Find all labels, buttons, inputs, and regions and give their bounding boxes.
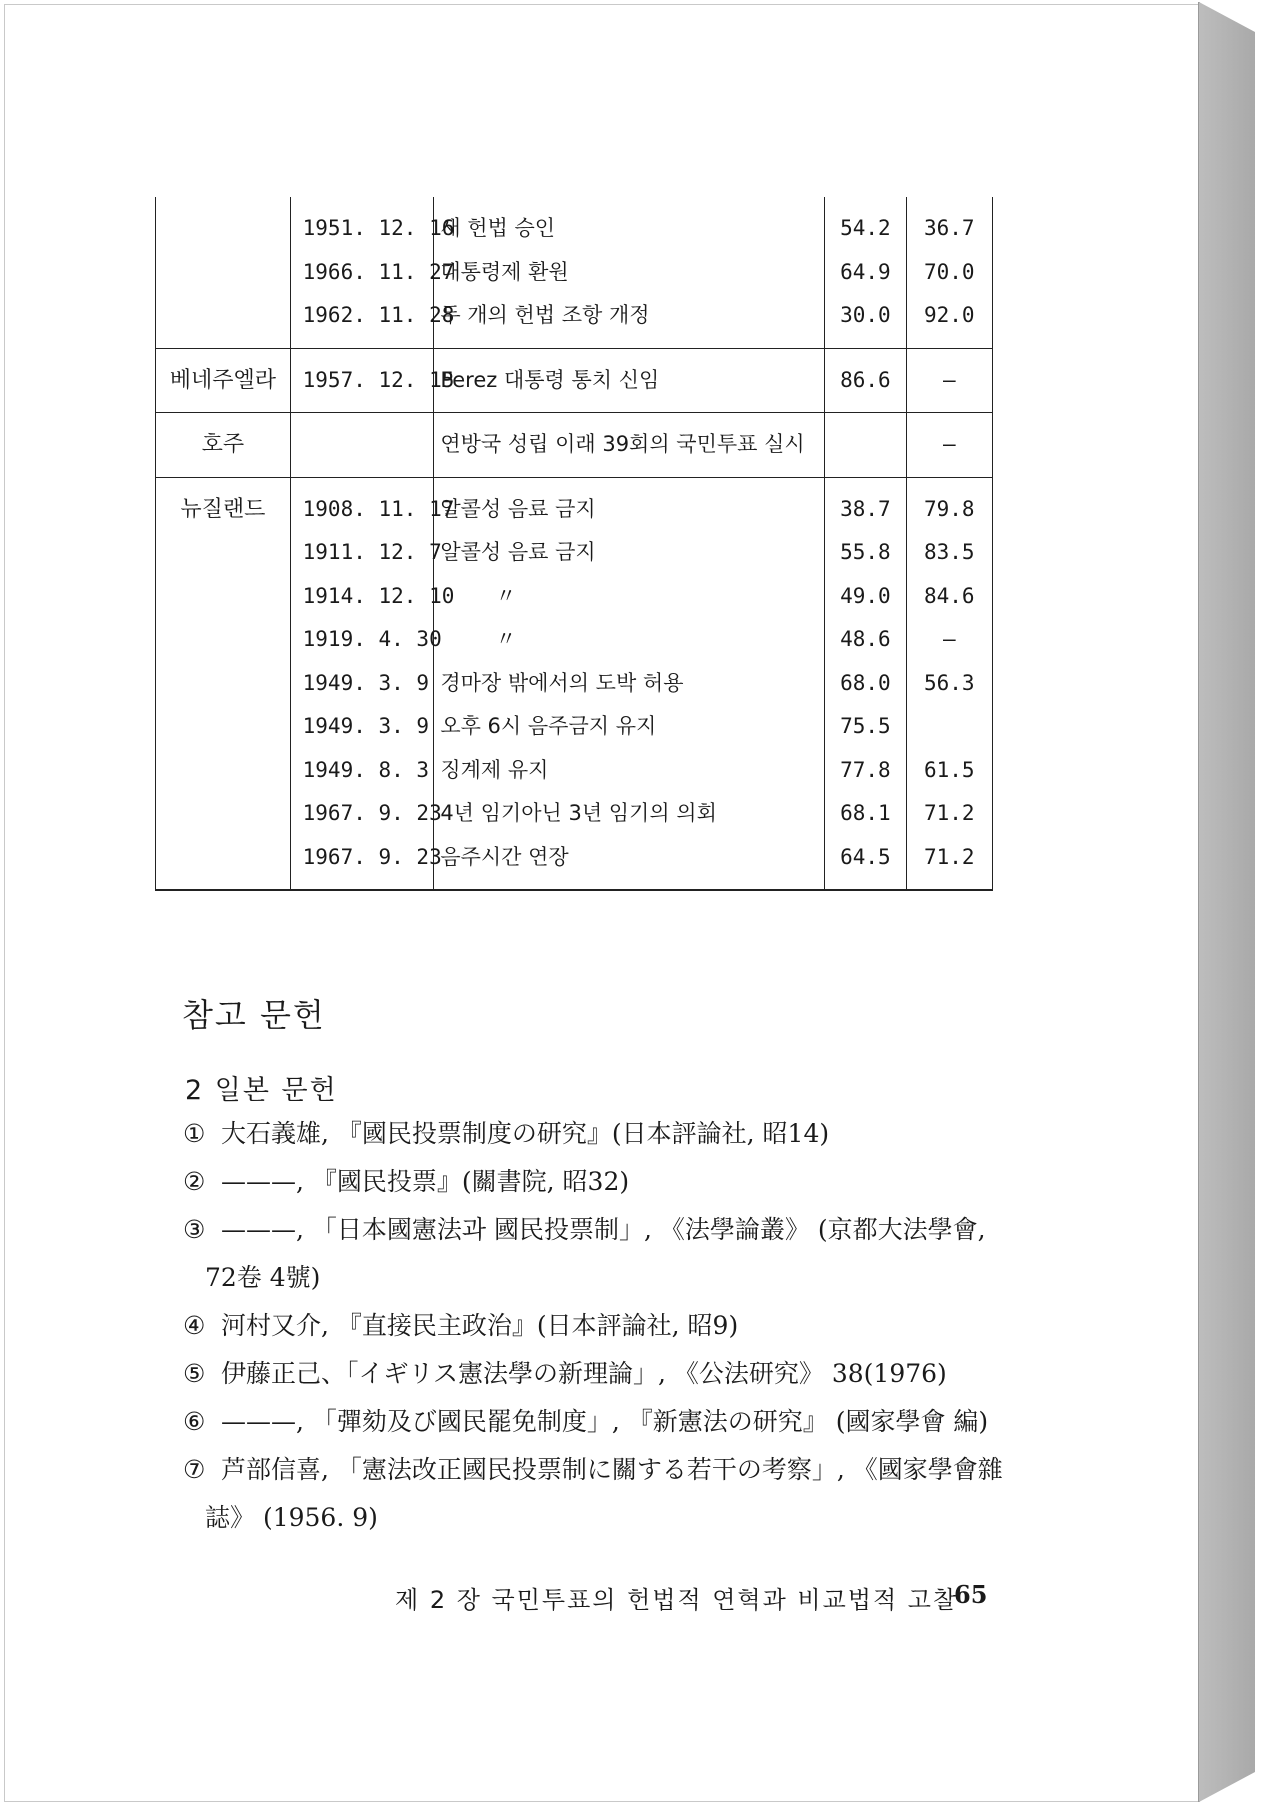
country-name: 베네주엘라 [169, 367, 276, 393]
percent-value-2 [907, 662, 992, 706]
reference-number: ② [183, 1167, 206, 1196]
description-value [434, 705, 824, 749]
reference-number: ⑥ [183, 1407, 206, 1436]
date-cell [290, 477, 455, 890]
percent-value-1-text: 48.6 [840, 627, 891, 651]
date-value [291, 705, 434, 749]
value2-cell [906, 197, 992, 348]
reference-text: ———, 「日本國憲法과 國民投票制」, 《法學論叢》 (京都大法學會, [221, 1215, 986, 1244]
date-cell [290, 413, 434, 478]
description-cell [434, 477, 825, 890]
country-cell [156, 197, 291, 348]
table-group-row [156, 348, 993, 413]
referendum-table-grid [155, 197, 993, 891]
percent-value-2 [907, 359, 992, 403]
referendum-table [155, 197, 993, 891]
percent-value-1 [825, 705, 905, 749]
date-value-text: 1951. 12. 16 [302, 216, 455, 240]
description-value [434, 207, 824, 251]
reference-text: 誌》 (1956. 9) [205, 1503, 378, 1532]
percent-value-2-text: 71.2 [923, 844, 975, 869]
percent-value-2-text: — [942, 367, 956, 392]
date-value-text: 1967. 9. 23 [302, 801, 442, 825]
date-value [291, 294, 455, 338]
reference-text: 大石義雄, 『國民投票制度の研究』(日本評論社, 昭14) [221, 1119, 830, 1148]
reference-item-continuation [183, 1494, 1003, 1542]
percent-value-2-text: 84.6 [923, 583, 975, 608]
description-value [434, 836, 824, 880]
date-value-text: 1949. 3. 9 [302, 714, 430, 738]
percent-value-2 [907, 531, 992, 575]
description-value-text: 알콜성 음료 금지 [440, 540, 596, 564]
description-value-text: 대통령제 환원 [440, 259, 569, 284]
percent-value-1 [825, 531, 905, 575]
percent-value-1 [825, 251, 905, 295]
description-value [434, 251, 824, 295]
percent-value-2 [907, 488, 992, 532]
date-value-text: 1914. 12. 10 [302, 583, 455, 608]
table-group-row [156, 413, 993, 478]
percent-value-1 [825, 575, 905, 619]
date-value-text: 1966. 11. 27 [302, 259, 455, 284]
description-value-text: 알콜성 음료 금지 [440, 496, 596, 521]
percent-value-2-text: 36.7 [923, 216, 975, 240]
percent-value-1-text: 54.2 [840, 216, 891, 240]
country-cell [156, 348, 291, 413]
percent-value-2-text: 70.0 [923, 259, 975, 284]
percent-value-1 [825, 359, 905, 403]
value1-cell [825, 477, 906, 890]
date-value [291, 423, 434, 467]
description-value-text: 오후 6시 음주금지 유지 [440, 714, 657, 738]
date-value [291, 207, 455, 251]
reference-text: 河村又介, 『直接民主政治』(日本評論社, 昭9) [221, 1311, 739, 1340]
date-cell [290, 348, 455, 413]
running-footer-title: 제 2 장 국민투표의 헌법적 연혁과 비교법적 고찰 [395, 1586, 959, 1614]
date-value [291, 662, 434, 706]
percent-value-1-text: 77.8 [840, 757, 891, 782]
percent-value-2 [907, 423, 992, 467]
reference-item [183, 1206, 1003, 1254]
date-value [291, 359, 455, 403]
percent-value-2-text: 61.5 [923, 757, 975, 782]
percent-value-1-text: 38.7 [840, 496, 891, 521]
percent-value-2 [907, 836, 992, 880]
date-value [291, 531, 442, 575]
value2-cell [906, 348, 992, 413]
percent-value-2 [907, 294, 992, 338]
description-cell [434, 348, 825, 413]
reference-number: ① [183, 1119, 206, 1148]
date-value [291, 618, 442, 662]
page-edge-shadow [1199, 2, 1255, 1802]
description-value-text: 경마장 밖에서의 도박 허용 [440, 670, 684, 695]
reference-number: ④ [183, 1311, 206, 1340]
reference-number: ③ [183, 1215, 206, 1244]
description-value [434, 792, 824, 836]
references-list [183, 1110, 1003, 1542]
reference-text: 72卷 4號) [205, 1263, 321, 1292]
percent-value-2 [907, 207, 992, 251]
percent-value-1 [825, 423, 905, 467]
description-value [434, 618, 824, 662]
table-group-row [156, 477, 993, 890]
date-value-text: 1962. 11. 28 [302, 303, 455, 327]
reference-item-continuation [183, 1254, 1003, 1302]
percent-value-2 [907, 749, 992, 793]
value2-cell [906, 413, 992, 478]
percent-value-2-text: 79.8 [923, 496, 975, 521]
reference-item [183, 1350, 1003, 1398]
date-value [291, 488, 455, 532]
description-value-text: Perez 대통령 통치 신임 [440, 367, 660, 392]
reference-item [183, 1398, 1003, 1446]
reference-item [183, 1110, 1003, 1158]
description-value-text: 징계제 유지 [440, 757, 549, 782]
country-name: 뉴질랜드 [180, 496, 266, 522]
percent-value-2 [907, 251, 992, 295]
percent-value-1-text: 64.5 [840, 844, 891, 869]
percent-value-2 [907, 792, 992, 836]
percent-value-1-text: 30.0 [840, 303, 891, 327]
percent-value-1 [825, 207, 905, 251]
description-value [434, 423, 824, 467]
percent-value-1-text: 49.0 [840, 583, 891, 608]
percent-value-1 [825, 792, 905, 836]
value1-cell [825, 197, 906, 348]
percent-value-1 [825, 618, 905, 662]
percent-value-2 [907, 618, 992, 662]
date-value-text: 1967. 9. 23 [302, 844, 442, 869]
country-name [156, 207, 290, 251]
percent-value-2-text: 56.3 [923, 670, 975, 695]
reference-item [183, 1158, 1003, 1206]
date-value-text: 1911. 12. 7 [302, 540, 442, 564]
percent-value-1-text: 55.8 [840, 540, 891, 564]
country-cell [156, 413, 291, 478]
date-value [291, 836, 442, 880]
percent-value-2-text: 83.5 [923, 540, 975, 564]
date-value-text: 1957. 12. 15 [302, 367, 455, 392]
description-cell [434, 197, 825, 348]
description-value-text: 연방국 성립 이래 39회의 국민투표 실시 [440, 432, 805, 456]
percent-value-1 [825, 836, 905, 880]
percent-value-2-text: 92.0 [923, 303, 975, 327]
table-group-row [156, 197, 993, 348]
reference-text: ———, 『國民投票』(關書院, 昭32) [221, 1167, 630, 1196]
description-value [434, 294, 824, 338]
reference-text: 芦部信喜, 「憲法改正國民投票制に關する若干の考察」, 《國家學會雜 [221, 1455, 1003, 1484]
percent-value-2-text: — [942, 432, 956, 456]
date-value-text: 1949. 3. 9 [302, 670, 430, 695]
page-number: 65 [954, 1580, 988, 1609]
references-subheading: 2 일본 문헌 [185, 1075, 338, 1106]
percent-value-1-text: 68.0 [840, 670, 891, 695]
percent-value-1 [825, 749, 905, 793]
description-value-text: 두 개의 헌법 조항 개정 [440, 303, 650, 327]
reference-item [183, 1302, 1003, 1350]
reference-number: ⑦ [183, 1455, 206, 1484]
date-value [291, 575, 455, 619]
reference-text: ———, 「彈劾及び國民罷免制度」, 『新憲法の研究』 (國家學會 編) [221, 1407, 989, 1436]
reference-item [183, 1446, 1003, 1494]
reference-number: ⑤ [183, 1359, 206, 1388]
description-value-text: 〃 [495, 627, 517, 651]
percent-value-1 [825, 294, 905, 338]
description-value [434, 662, 824, 706]
date-cell [290, 197, 455, 348]
value1-cell [825, 348, 906, 413]
date-value [291, 749, 434, 793]
date-value-text: 1949. 8. 3 [302, 757, 430, 782]
percent-value-1-text: 75.5 [840, 714, 891, 738]
country-name: 호주 [201, 432, 245, 457]
country-cell [156, 477, 291, 890]
percent-value-1-text: 64.9 [840, 259, 891, 284]
description-value-text: 음주시간 연장 [440, 844, 569, 869]
description-value [434, 359, 824, 403]
description-value-text: 4년 임기아닌 3년 임기의 의회 [440, 801, 717, 825]
value1-cell [825, 413, 906, 478]
description-value [434, 749, 824, 793]
date-value-text: 1919. 4. 30 [302, 627, 442, 651]
description-value [434, 575, 824, 619]
percent-value-2-text: 71.2 [923, 801, 975, 825]
percent-value-1 [825, 662, 905, 706]
date-value-text: 1908. 11. 17 [302, 496, 455, 521]
references-heading: 참고 문헌 [182, 996, 326, 1034]
description-value-text: 〃 [495, 583, 517, 608]
description-value [434, 488, 824, 532]
description-cell [434, 413, 825, 478]
percent-value-1 [825, 488, 905, 532]
description-value [434, 531, 824, 575]
percent-value-2-text: — [942, 627, 956, 651]
percent-value-1-text: 86.6 [840, 367, 891, 392]
percent-value-2 [907, 705, 992, 749]
description-value-text: 새 헌법 승인 [440, 216, 556, 240]
reference-text: 伊藤正己、「イギリス憲法學の新理論」, 《公法研究》 38(1976) [221, 1359, 947, 1388]
date-value [291, 792, 442, 836]
date-value [291, 251, 455, 295]
value2-cell [906, 477, 992, 890]
percent-value-1-text: 68.1 [840, 801, 891, 825]
percent-value-2 [907, 575, 992, 619]
